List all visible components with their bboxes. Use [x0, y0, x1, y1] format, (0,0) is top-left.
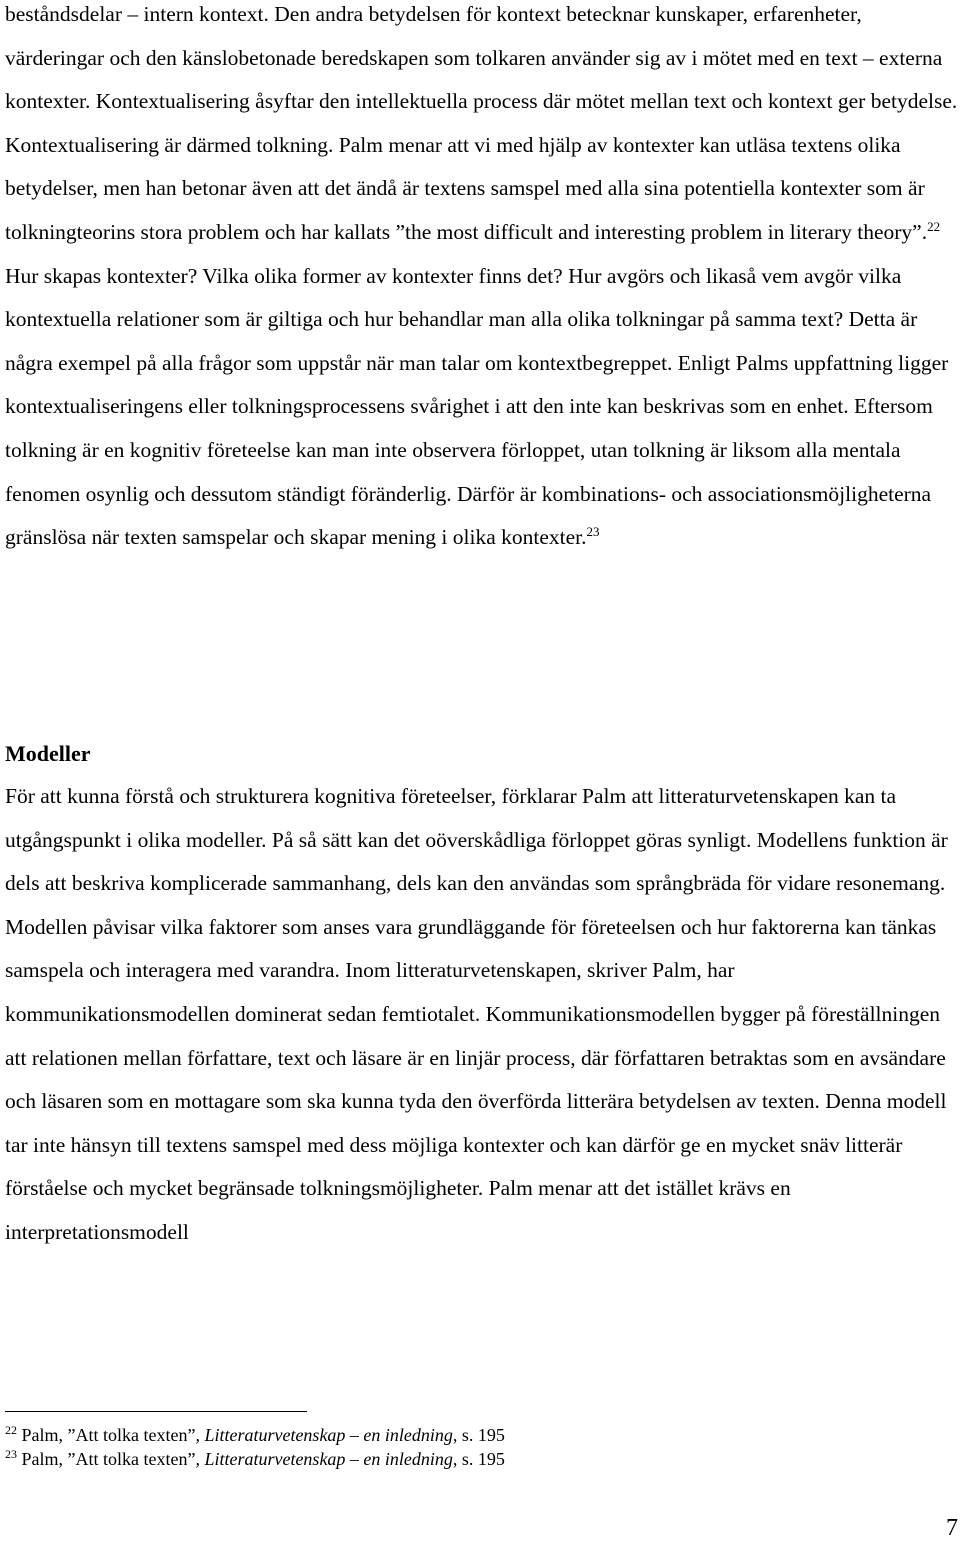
footnotes: [5, 1423, 905, 1471]
footnote-suffix: , s. 195: [452, 1425, 505, 1445]
footnote-reference: 23: [586, 524, 600, 540]
footnote-title: Litteraturvetenskap – en inledning: [204, 1425, 453, 1445]
footnote-prefix: Palm, ”Att tolka texten”,: [21, 1449, 205, 1469]
footnote-suffix: , s. 195: [452, 1449, 505, 1469]
footnote-title: Litteraturvetenskap – en inledning: [204, 1449, 453, 1469]
footnote-reference: 22: [927, 218, 941, 234]
footnote-divider: [5, 1411, 307, 1412]
paragraph-context: [5, 0, 960, 560]
footnote-item: [5, 1447, 905, 1471]
paragraph-text: beståndsdelar – intern kontext. Den andra betydelsen för kontext betecknar kunskaper, erfarenheter, värderingar och den känslobetonade beredskapen som tolkaren använder sig av i mötet med en text – externa kontexter. Kontextualisering åsyftar den intellektuella process där mötet mellan text och kontext ger betydelse. Kontextualisering är därmed tolkning. Palm menar att vi med hjälp av kontexter kan utläsa textens olika betydelser, men han betonar även att det ändå är textens samspel med alla sina potentiella kontexter som är tolkningteorins stora problem och har kallats ”the most difficult and interesting problem in literary theory”.: [5, 2, 958, 244]
paragraph-text: Hur skapas kontexter? Vilka olika former av kontexter finns det? Hur avgörs och likaså vem avgör vilka kontextuella relationer som är giltiga och hur behandlar man alla olika tolkningar på samma text? Detta är några exempel på alla frågor som uppstår när man talar om kontextbegreppet. Enligt Palms uppfattning ligger kontextualiseringens eller tolkningsprocessens svårighet i att den inte kan beskrivas som en enhet. Eftersom tolkning är en kognitiv företeelse kan man inte observera förloppet, utan tolkning är liksom alla mentala fenomen osynlig och dessutom ständigt föränderlig. Därför är kombinations- och associationsmöjligheterna gränslösa när texten samspelar och skapar mening i olika kontexter.: [5, 263, 949, 550]
footnote-prefix: Palm, ”Att tolka texten”,: [21, 1425, 205, 1445]
footnote-number: 23: [5, 1447, 17, 1461]
page-number: 7: [946, 1515, 958, 1541]
footnote-number: 22: [5, 1423, 17, 1437]
section-heading: Modeller: [5, 741, 91, 766]
paragraph-models: För att kunna förstå och strukturera kognitiva företeelser, förklarar Palm att litteraturvetenskapen kan ta utgångspunkt i olika modeller. På så sätt kan det oöverskådliga förloppet göras synligt. Modellens funktion är dels att beskriva komplicerade sammanhang, dels kan den användas som språngbräda för vidare resonemang. Modellen påvisar vilka faktorer som anses vara grundläggande för företeelsen och hur faktorerna kan tänkas samspela och interagera med varandra. Inom litteraturvetenskapen, skriver Palm, har kommunikationsmodellen dominerat sedan femtiotalet. Kommunikationsmodellen bygger på föreställningen att relationen mellan författare, text och läsare är en linjär process, där författaren betraktas som en avsändare och läsaren som en mottagare som ska kunna tyda den överförda litterära betydelsen av texten. Denna modell tar inte hänsyn till textens samspel med dess möjliga kontexter och kan därför ge en mycket snäv litterär förståelse och mycket begränsade tolkningsmöjligheter. Palm menar att det istället krävs en interpretationsmodell: [5, 784, 948, 1244]
footnote-item: [5, 1423, 905, 1447]
